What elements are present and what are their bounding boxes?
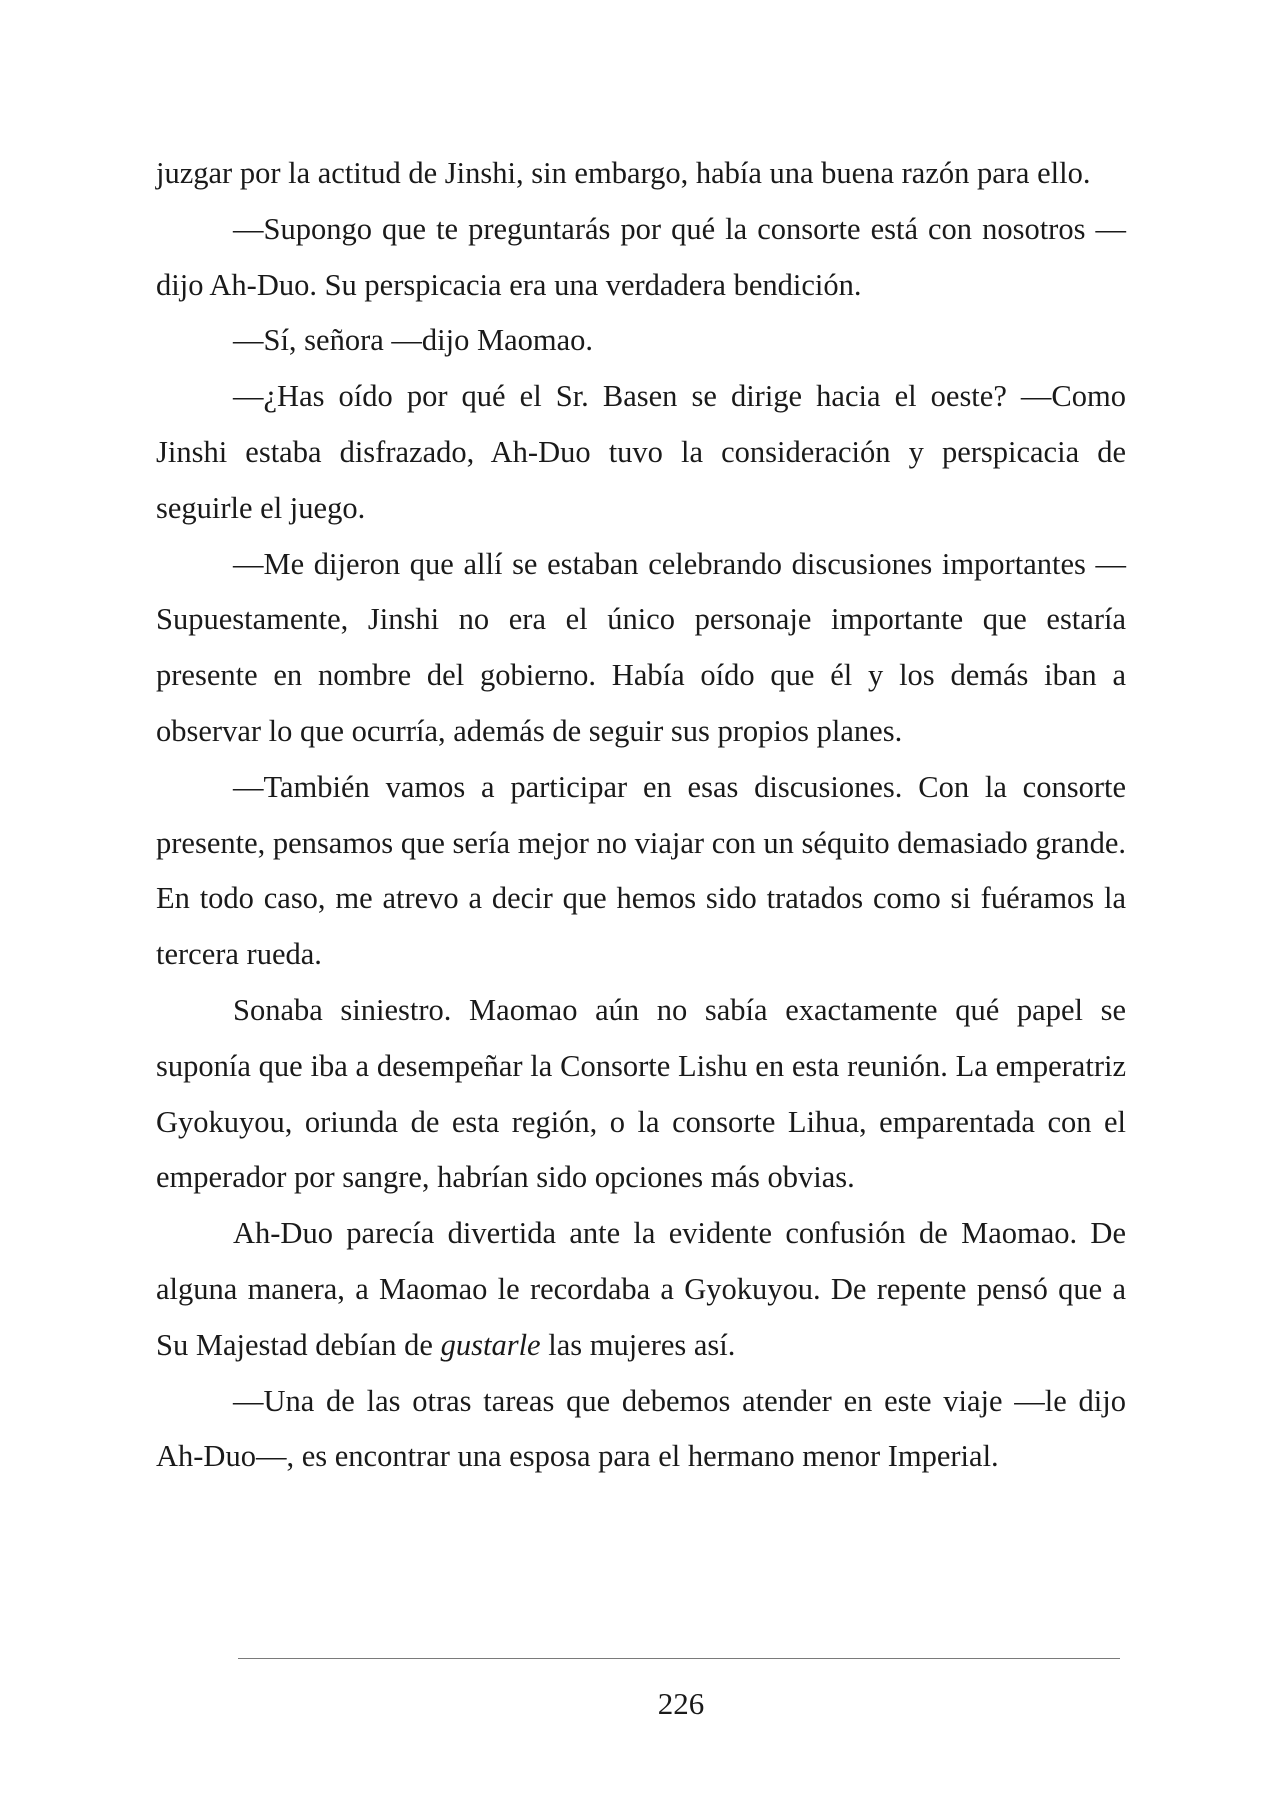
paragraph-8-after: las mujeres así. — [540, 1327, 736, 1362]
footer-rule — [238, 1658, 1120, 1659]
body-text — [156, 146, 1126, 1485]
page-number: 226 — [657, 1686, 705, 1721]
paragraph-1: juzgar por la actitud de Jinshi, sin embargo, había una buena razón para ello. — [156, 156, 1091, 190]
paragraph-3: —Sí, señora —dijo Maomao. — [233, 323, 594, 358]
paragraph-7: Sonaba siniestro. Maomao aún no sabía exactamente qué papel se suponía que iba a desempeñar la Consorte Lishu en esta reunión. La emperatriz Gyokuyou, oriunda de esta región, o la consorte Lihua, emparentada con el emperador por sangre, habrían sido opciones más obvias. — [156, 992, 1126, 1195]
paragraph-6: —También vamos a participar en esas discusiones. Con la consorte presente, pensamos que sería mejor no viajar con un séquito demasiado grande. En todo caso, me atrevo a decir que hemos sido tratados como si fuéramos la tercera rueda. — [156, 769, 1126, 972]
paragraph-8 — [156, 1206, 1126, 1373]
paragraph-5: —Me dijeron que allí se estaban celebrando discusiones importantes —Supuestamente, Jinshi no era el único personaje importante que estaría presente en nombre del gobierno. Había oído que él y los demás iban a observar lo que ocurría, además de seguir sus propios planes. — [156, 546, 1126, 748]
paragraph-8-before: Ah-Duo parecía divertida ante la evidente confusión de Maomao. De alguna manera, a Maomao le recordaba a Gyokuyou. De repente pensó que a Su Majestad debían de — [156, 1216, 1126, 1362]
paragraph-8-italic: gustarle — [440, 1327, 541, 1362]
paragraph-9: —Una de las otras tareas que debemos atender en este viaje —le dijo Ah-Duo—, es encontrar una esposa para el hermano menor Imperial. — [156, 1383, 1126, 1474]
paragraph-4: —¿Has oído por qué el Sr. Basen se dirige hacia el oeste? —Como Jinshi estaba disfrazado, Ah-Duo tuvo la consideración y perspicacia de seguirle el juego. — [156, 379, 1126, 525]
paragraph-2: —Supongo que te preguntarás por qué la consorte está con nosotros —dijo Ah-Duo. Su perspicacia era una verdadera bendición. — [156, 211, 1126, 302]
